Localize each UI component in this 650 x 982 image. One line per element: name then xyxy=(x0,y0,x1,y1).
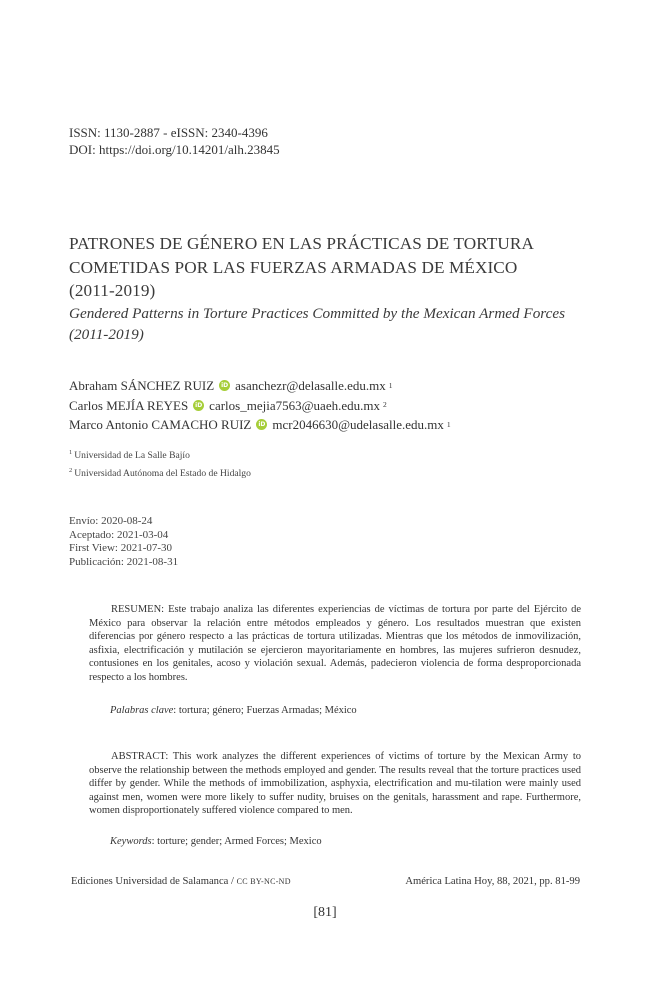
publisher-name: Ediciones Universidad de Salamanca / xyxy=(71,876,237,887)
author-email[interactable]: mcr2046630@udelasalle.edu.mx xyxy=(272,417,444,433)
page-number: [81] xyxy=(313,905,337,920)
date-line: Publicación: 2021-08-31 xyxy=(69,555,179,568)
title-es-line: COMETIDAS POR LAS FUERZAS ARMADAS DE MÉXICO xyxy=(69,257,518,277)
submission-dates xyxy=(69,515,178,569)
keywords-text: : tortura; género; Fuerzas Armadas; México xyxy=(173,705,357,716)
date-line: First View: 2021-07-30 xyxy=(69,542,173,555)
keywords-text: : torture; gender; Armed Forces; Mexico xyxy=(151,836,322,847)
author-list xyxy=(69,376,451,435)
abstract-block xyxy=(89,750,581,818)
title-en-line: Gendered Patterns in Torture Practices Committed by the Mexican Armed Forces xyxy=(69,304,566,322)
abstract-text: ABSTRACT: This work analyzes the different experiences of victims of torture by the Mexican Army to observe the relationship between the methods employed and gender. The results reveal that the torture practices used differ by gender. While the methods of immobilization, asphyxia, electrification and mu-tilation were mainly used against men, women were more likely to suffer nudity, bruises on the genitals, harassment and rape. Furthermore, women disproportionately suffered violence compared to men. xyxy=(89,751,581,817)
resumen-block xyxy=(89,603,581,685)
keywords xyxy=(110,835,322,848)
title-es-line: PATRONES DE GÉNERO EN LAS PRÁCTICAS DE TORTURA xyxy=(69,234,534,253)
footer-publisher xyxy=(71,876,291,887)
date-line: Envío: 2020-08-24 xyxy=(69,515,153,527)
orcid-icon[interactable]: iD xyxy=(195,401,203,409)
affiliations xyxy=(69,446,251,481)
affiliation-number: 2 xyxy=(69,466,73,474)
doi-line: DOI: https://doi.org/10.14201/alh.23845 xyxy=(69,142,280,157)
author-entry: Carlos MEJÍA REYES iD carlos_mejia7563@uaeh.edu.mx 2 xyxy=(69,396,451,416)
author-entry: Marco Antonio CAMACHO RUIZ iD mcr2046630@udelasalle.edu.mx 1 xyxy=(69,415,451,435)
title-english xyxy=(69,303,589,345)
title-spanish xyxy=(69,232,589,303)
article-title xyxy=(69,232,589,345)
author-name: Abraham SÁNCHEZ RUIZ xyxy=(69,378,215,393)
affiliation-item xyxy=(69,464,251,482)
publication-meta xyxy=(69,124,280,158)
affiliation-number: 1 xyxy=(69,449,73,456)
affiliation-item xyxy=(69,446,251,464)
author-name: Marco Antonio CAMACHO RUIZ xyxy=(69,417,252,433)
author-email[interactable]: asanchezr@delasalle.edu.mx xyxy=(235,378,386,393)
footer-journal: América Latina Hoy, 88, 2021, pp. 81-99 xyxy=(405,876,580,887)
date-line: Aceptado: 2021-03-04 xyxy=(69,528,169,541)
license-label[interactable]: CC BY-NC-ND xyxy=(236,877,291,886)
orcid-icon[interactable]: iD xyxy=(258,421,266,429)
affiliation-text: Universidad de La Salle Bajío xyxy=(74,450,190,462)
keywords-label: Keywords xyxy=(110,836,152,847)
affiliation-text: Universidad Autónoma del Estado de Hidalgo xyxy=(74,467,251,479)
author-entry: Abraham SÁNCHEZ RUIZ iD asanchezr@delasalle.edu.mx 1 xyxy=(69,376,451,396)
title-en-line: (2011-2019) xyxy=(69,325,144,343)
author-name: Carlos MEJÍA REYES xyxy=(69,397,189,413)
palabras-clave xyxy=(110,704,357,717)
keywords-label: Palabras clave xyxy=(110,705,174,716)
resumen-text: RESUMEN: Este trabajo analiza las diferentes experiencias de víctimas de tortura por parte del Ejército de México para observar la relación entre métodos empleados y género. Los resultados muestran que existen diferencias por género respecto a las prácticas de tortura utilizadas. Mientras que los métodos de inmovilización, asfixia, electrificación y mutilación se ejercieron mayoritariamente en hombres, las mujeres sufrieron desnudez, contusiones en los genitales, acoso y violación sexual. Además, padecieron violencia de forma desproporcionada respecto a los hombres. xyxy=(89,604,581,683)
title-es-line: (2011-2019) xyxy=(69,281,156,300)
author-email[interactable]: carlos_mejia7563@uaeh.edu.mx xyxy=(209,397,380,413)
issn-line: ISSN: 1130-2887 - eISSN: 2340-4396 xyxy=(69,125,268,140)
orcid-icon[interactable]: iD xyxy=(221,382,229,390)
